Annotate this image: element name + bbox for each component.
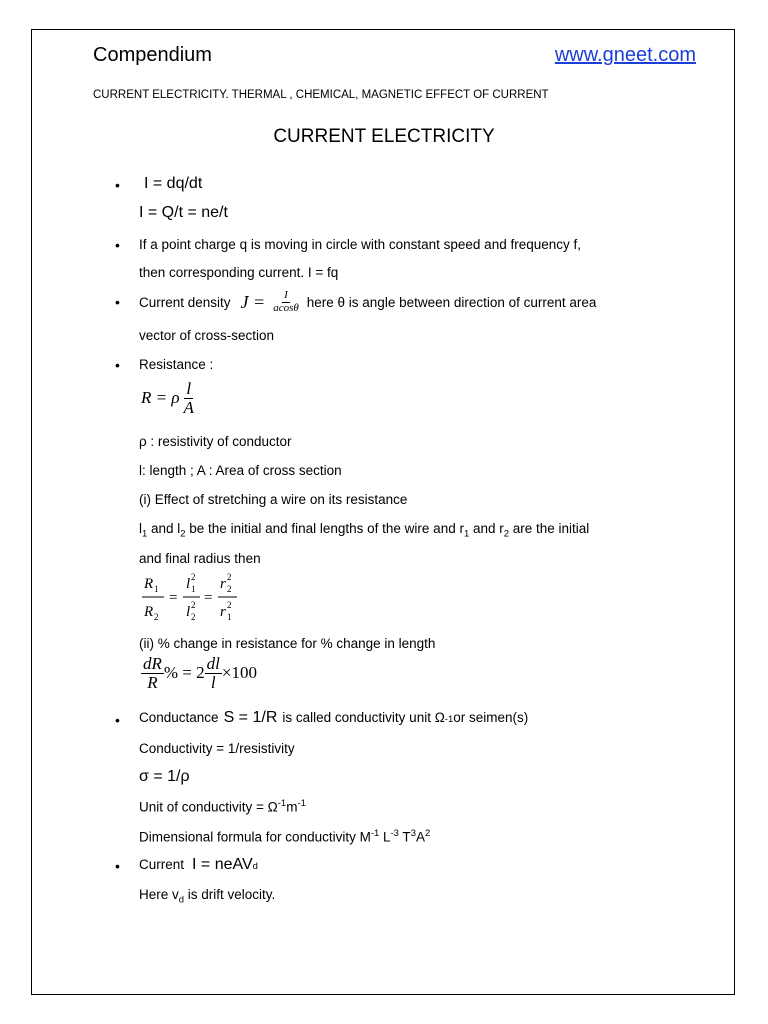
radius-text: and final radius then bbox=[139, 551, 261, 566]
length-area-def: l: length ; A : Area of cross section bbox=[139, 463, 342, 478]
dl-over-l: $\frac{dl}{l}$ bbox=[206, 654, 220, 692]
resistance-formula bbox=[141, 380, 196, 417]
text-part: A bbox=[415, 829, 425, 845]
current-definition: I = dq/dt bbox=[144, 175, 203, 192]
bullet-6: • bbox=[115, 858, 120, 874]
svg-text:1: 1 bbox=[227, 612, 232, 622]
text-part: L bbox=[379, 829, 391, 845]
text-part: l bbox=[139, 521, 142, 536]
svg-text:=: = bbox=[169, 590, 178, 606]
current-density-note-cont: vector of cross-section bbox=[139, 328, 275, 343]
svg-text:2: 2 bbox=[227, 572, 232, 582]
text-part: Dimensional formula for conductivity M bbox=[139, 829, 371, 845]
stretching-ratio-equation bbox=[140, 568, 250, 628]
fraction-numerator: I bbox=[284, 288, 288, 301]
svg-text:2: 2 bbox=[154, 612, 159, 622]
conductivity-dimension: Dimensional formula for conductivity $M^{-1}$ $L^{-3}$ $T^3A^2$ bbox=[139, 828, 431, 845]
current-density-note: here θ is angle between direction of current area bbox=[306, 294, 597, 310]
svg-text:2: 2 bbox=[191, 612, 196, 622]
svg-text:l: l bbox=[186, 604, 191, 620]
equation-tail: ×100 bbox=[221, 663, 257, 683]
chapter-subtitle: CURRENT ELECTRICITY. THERMAL , CHEMICAL, MAGNETIC EFFECT OF CURRENT bbox=[93, 89, 549, 101]
svg-text:r: r bbox=[220, 576, 226, 592]
conductance-line: Conductance S = 1/R is called conductivity unit Ω -1 or seimen(s) bbox=[139, 709, 529, 726]
conductance-unit-alt: or seimen(s) bbox=[453, 710, 529, 725]
current-density-symbol: J = bbox=[240, 291, 266, 312]
percent-change-equation bbox=[141, 655, 257, 692]
fraction-denominator: A bbox=[183, 397, 194, 417]
page-border bbox=[31, 29, 735, 995]
current-drift-line bbox=[139, 856, 258, 874]
conductivity-def: Conductivity = 1/resistivity bbox=[139, 741, 295, 756]
dr-over-r: $\frac{dR}{R}$ bbox=[143, 654, 162, 692]
conductance-formula: S = 1/R bbox=[223, 709, 278, 726]
page-title: CURRENT ELECTRICITY bbox=[273, 126, 495, 147]
svg-text:2: 2 bbox=[227, 600, 232, 610]
bullet-2: • bbox=[115, 237, 120, 253]
text-part: is drift velocity. bbox=[184, 887, 276, 902]
current-formula: I = Q/t = ne/t bbox=[139, 204, 228, 221]
text-part: and r bbox=[469, 521, 504, 536]
svg-text:R: R bbox=[144, 604, 154, 620]
drift-velocity-note: Here $v_d$ is drift velocity. bbox=[139, 887, 276, 906]
point-charge-text: If a point charge q is moving in circle with constant speed and frequency f, bbox=[139, 237, 581, 252]
current-density-label: Current density bbox=[139, 294, 231, 310]
current-drift-formula: I = neAV bbox=[192, 856, 253, 873]
percent-change-heading: (ii) % change in resistance for % change in length bbox=[139, 636, 436, 651]
text-part: Unit of conductivity = Ω bbox=[139, 799, 278, 815]
current-label: Current bbox=[139, 857, 185, 872]
text-part: be the initial and final lengths of the wire and r bbox=[185, 521, 464, 536]
bullet-1: • bbox=[115, 177, 120, 193]
drift-subscript: d bbox=[252, 861, 258, 872]
svg-text:R: R bbox=[144, 576, 154, 592]
bullet-4: • bbox=[115, 357, 120, 373]
text-part: Here v bbox=[139, 887, 179, 902]
conductivity-unit: Unit of conductivity = $\Omega^{-1}m^{-1}$ bbox=[139, 798, 306, 815]
resistance-lhs: R = ρ bbox=[141, 388, 180, 408]
text-part: m bbox=[286, 799, 298, 815]
svg-text:=: = bbox=[204, 590, 213, 606]
header-title: Compendium bbox=[93, 44, 212, 66]
conductance-unit: is called conductivity unit Ω bbox=[282, 710, 445, 725]
svg-text:1: 1 bbox=[191, 584, 196, 594]
equation-middle: % = 2 bbox=[163, 663, 205, 683]
svg-text:1: 1 bbox=[154, 584, 159, 594]
bullet-5: • bbox=[115, 712, 120, 728]
text-part: and l bbox=[147, 521, 181, 536]
sigma-formula: σ = 1/ρ bbox=[139, 768, 190, 785]
website-link[interactable]: www.gneet.com bbox=[554, 44, 696, 66]
point-charge-result: then corresponding current. I = fq bbox=[139, 265, 339, 280]
svg-text:2: 2 bbox=[191, 600, 196, 610]
resistance-fraction bbox=[182, 380, 196, 417]
conductance-label: Conductance bbox=[139, 710, 219, 725]
current-density-fraction bbox=[271, 290, 301, 314]
fraction-numerator: l bbox=[186, 379, 192, 398]
resistance-label: Resistance : bbox=[139, 357, 214, 372]
text-part: T bbox=[398, 829, 411, 845]
lengths-radius-text: $l_1$ and $l_2$ be the initial and final lengths of the wire and $r_1$ and $r_2$ are the initial bbox=[139, 521, 590, 540]
fraction-denominator: acosθ bbox=[273, 301, 299, 314]
stretching-heading: (i) Effect of stretching a wire on its resistance bbox=[139, 492, 408, 507]
svg-text:2: 2 bbox=[227, 584, 232, 594]
resistivity-def: ρ : resistivity of conductor bbox=[139, 434, 292, 449]
svg-text:2: 2 bbox=[191, 572, 196, 582]
svg-text:r: r bbox=[220, 604, 226, 620]
bullet-3: • bbox=[115, 294, 120, 310]
text-part: are the initial bbox=[509, 521, 590, 536]
current-density-line bbox=[139, 285, 596, 319]
svg-text:l: l bbox=[186, 576, 191, 592]
